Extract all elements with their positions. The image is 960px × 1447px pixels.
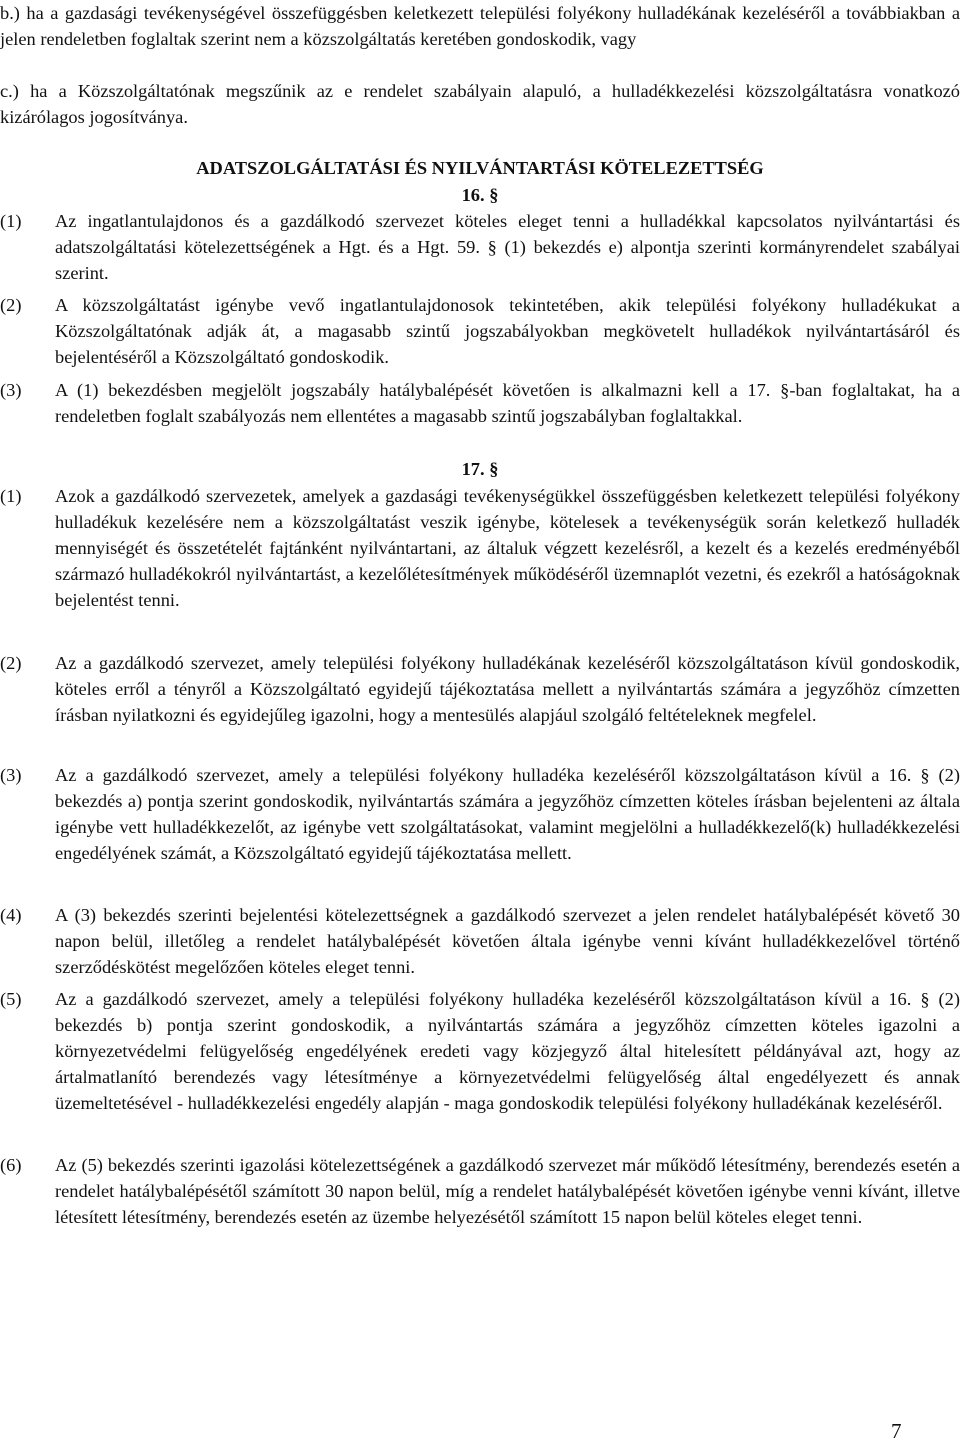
paragraph-text: Az ingatlantulajdonos és a gazdálkodó szervezet köteles eleget tenni a hulladékkal kapcsolatos nyilvántartási és adatszolgáltatási kötelezettségének a Hgt. és a Hgt. 59. § (1) bekezdés e) alpontja szerinti kormányrendelet szabályai szerint.	[55, 211, 960, 283]
paragraph-text: Azok a gazdálkodó szervezetek, amelyek a gazdasági tevékenységükkel összefüggésben keletkezett települési folyékony hulladékuk kezelésére nem a közszolgáltatást veszik igénybe, kötelesek a tevékenységük során keletkező hulladék mennyiségét és összetételét fajtánként nyilvántartani, az általuk végzett kezelésről, a kezelt és a kezelés eredményéből származó hulladékokról nyilvántartást, a kezelőlétesítmények működéséről üzemnaplót vezetni, és ezekről a hatóságoknak bejelentést tenni.	[55, 486, 960, 610]
section-17-paragraph-6	[0, 1152, 960, 1230]
list-item-body: ha a Közszolgáltatónak megszűnik az e rendelet szabályain alapuló, a hulladékkezelési közszolgáltatásra vonatkozó kizárólagos jogosítványa.	[0, 81, 960, 127]
paragraph-text: Az a gazdálkodó szervezet, amely a települési folyékony hulladéka kezeléséről közszolgáltatáson kívül a 16. § (2) bekezdés b) pontja szerint gondoskodik, a nyilvántartás számára a jegyzőhöz címzetten köteles igazolni a környezetvédelmi felügyelőség engedélyének eredeti vagy közjegyző által hitelesített példányával azt, hogy az ártalmatlanító berendezés vagy létesítménye a környezetvédelmi felügyelőség által engedélyezett és annak üzemeltetésével - hulladékkezelési engedély alapján - maga gondoskodik települési folyékony hulladékának kezeléséről.	[55, 989, 960, 1113]
paragraph-text: Az (5) bekezdés szerinti igazolási kötelezettségének a gazdálkodó szervezet már működő létesítmény, berendezés esetén a rendelet hatálybalépésétől számított 30 napon belül, míg a rendelet hatálybalépését követően igénybe venni kívánt, illetve létesített létesítmény, berendezés esetén az üzembe helyezésétől számított 15 napon belül köteles eleget tenni.	[55, 1155, 960, 1227]
paragraph-number: (2)	[0, 295, 22, 315]
paragraph-text: A közszolgáltatást igénybe vevő ingatlantulajdonosok tekintetében, akik települési folyékony hulladékukat a Közszolgáltatónak adják át, a magasabb szintű jogszabályokban megkövetelt hulladékok nyilvántartásáról és bejelentéséről a Közszolgáltató gondoskodik.	[55, 295, 960, 367]
section-16-paragraph-1	[0, 208, 960, 286]
list-item-body: ha a gazdasági tevékenységével összefüggésben keletkezett települési folyékony hulladékának kezeléséről a továbbiakban a jelen rendeletben foglaltak szerint nem a közszolgáltatás keretében gondoskodik, vagy	[0, 3, 960, 49]
section-16-paragraph-3	[0, 377, 960, 429]
section-16-title: 16. §	[461, 185, 499, 205]
page-number: 7	[891, 1419, 902, 1443]
paragraph-text: A (1) bekezdésben megjelölt jogszabály hatálybalépését követően is alkalmazni kell a 17. §-ban foglaltakat, ha a rendeletben foglalt szabályozás nem ellentétes a magasabb szintű jogszabályban foglaltakkal.	[55, 380, 960, 426]
list-item-b	[0, 0, 960, 52]
section-17-paragraph-5	[0, 986, 960, 1116]
paragraph-number: (2)	[0, 653, 22, 673]
section-17-paragraph-4	[0, 902, 960, 980]
section-heading: ADATSZOLGÁLTATÁSI ÉS NYILVÁNTARTÁSI KÖTELEZETTSÉG	[196, 158, 764, 178]
list-item-text	[0, 0, 960, 52]
list-item-marker: b.)	[0, 3, 20, 23]
section-17-paragraph-3	[0, 762, 960, 866]
paragraph-number: (1)	[0, 211, 22, 231]
paragraph-number: (3)	[0, 765, 22, 785]
paragraph-number: (6)	[0, 1155, 22, 1175]
paragraph-number: (5)	[0, 989, 22, 1009]
list-item-c	[0, 78, 960, 130]
paragraph-number: (1)	[0, 486, 22, 506]
paragraph-text: Az a gazdálkodó szervezet, amely a települési folyékony hulladéka kezeléséről közszolgáltatáson kívül a 16. § (2) bekezdés a) pontja szerint gondoskodik, nyilvántartás számára a jegyzőhöz címzetten köteles írásban bejelenteni az általa igénybe vett hulladékkezelőt, az igénybe vett szolgáltatásokat, valamint megjelölni a hulladékkezelő(k) hulladékkezelési engedélyének számát, a Közszolgáltató egyidejű tájékoztatása mellett.	[55, 765, 960, 863]
paragraph-number: (3)	[0, 380, 22, 400]
list-item-text	[0, 78, 960, 130]
section-17-title: 17. §	[461, 459, 499, 479]
paragraph-text: A (3) bekezdés szerinti bejelentési kötelezettségnek a gazdálkodó szervezet a jelen rendelet hatálybalépését követő 30 napon belül, illetőleg a rendelet hatálybalépését követően általa igénybe venni kívánt hulladékkezelővel történő szerződéskötést megelőzően köteles eleget tenni.	[55, 905, 960, 977]
paragraph-number: (4)	[0, 905, 22, 925]
list-item-marker: c.)	[0, 81, 19, 101]
paragraph-text: Az a gazdálkodó szervezet, amely települési folyékony hulladékának kezeléséről közszolgáltatáson kívül gondoskodik, köteles erről a tényről a Közszolgáltató egyidejű tájékoztatása mellett a nyilvántartás számára a jegyzőhöz címzetten írásban nyilatkozni és egyidejűleg igazolni, hogy a mentesülés alapjául szolgáló feltételeknek megfelel.	[55, 653, 960, 725]
section-17-paragraph-2	[0, 650, 960, 728]
section-17-paragraph-1	[0, 483, 960, 613]
section-16-paragraph-2	[0, 292, 960, 370]
